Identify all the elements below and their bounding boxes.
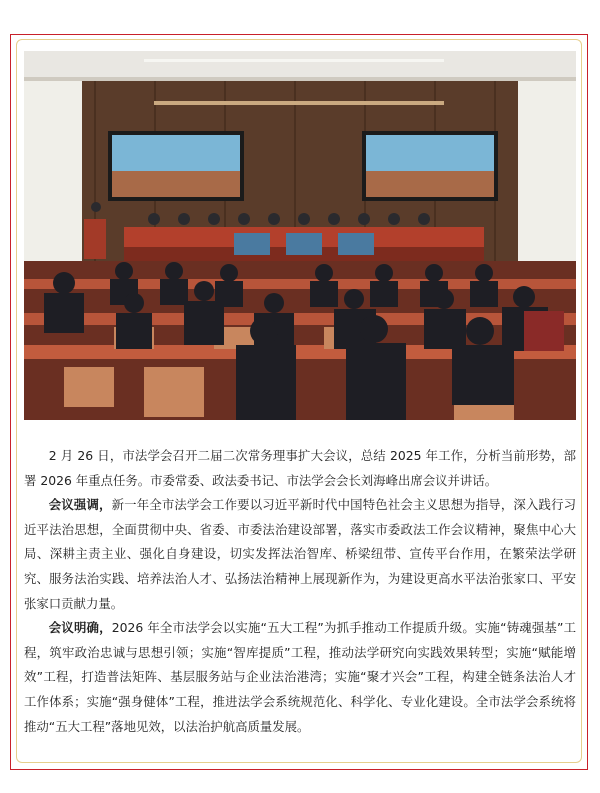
paragraph-2-body: 新一年全市法学会工作要以习近平新时代中国特色社会主义思想为指导，深入践行习近平法治思想，全面贯彻中央、省委、市委法治建设部署，落实市委政法工作会议精神，聚焦中心大局、深耕主责主业、强化自身建设，切实发挥法治智库、桥梁纽带、宣传平台作用，在繁荣法学研究、服务法治实践、培养法治人才、弘扬法治精神上展现新作为，为建设更高水平法治张家口、平安张家口贡献力量。 [24, 497, 577, 611]
article-body [24, 444, 576, 739]
article-paragraph-1: 2 月 26 日，市法学会召开二届二次常务理事扩大会议，总结 2025 年工作，分析当前形势，部署 2026 年重点任务。市委常委、政法委书记、市法学会会长刘海峰出席会议并讲话。 [24, 448, 576, 488]
article-paragraph-2 [24, 493, 576, 616]
paragraph-3-body: 2026 年全市法学会以实施“五大工程”为抓手推动工作提质升级。实施“铸魂强基”工程，筑牢政治忠诚与思想引领；实施“智库提质”工程，推动法学研究向实践效果转型；实施“赋能增效”工程，打造普法矩阵、基层服务站与企业法治港湾；实施“聚才兴会”工程，构建全链条法治人才工作体系；实施“强身健体”工程，推进法学会系统规范化、科学化、专业化建设。全市法学会系统将推动“五大工程”落地见效，以法治护航高质量发展。 [24, 620, 577, 734]
meeting-photo-illustration [24, 51, 576, 420]
paragraph-3-lead: 会议明确， [48, 620, 112, 636]
meeting-photo [24, 51, 576, 420]
article-paragraph-3 [24, 616, 576, 739]
paragraph-2-lead: 会议强调， [48, 497, 112, 513]
